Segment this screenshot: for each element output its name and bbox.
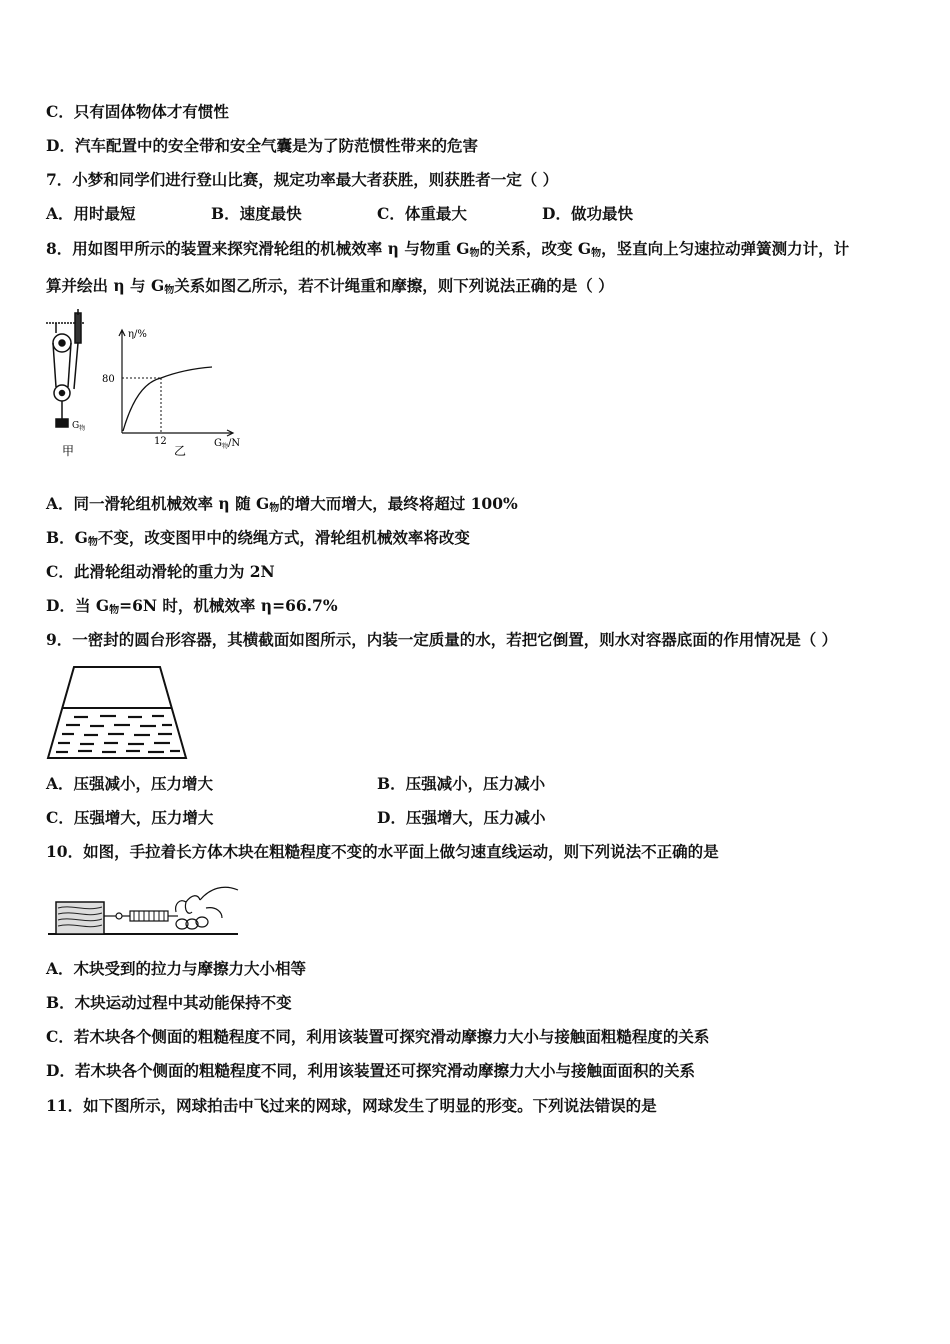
- subscript: 物: [87, 537, 98, 548]
- water-hatching: [56, 716, 180, 752]
- tick-80: 80: [102, 374, 115, 385]
- q8-stem-text: 关系如图乙所示，若不计绳重和摩擦，则下列说法正确的是（ ）: [174, 276, 614, 295]
- q10-option-b: B．木块运动过程中其动能保持不变: [46, 993, 292, 1012]
- q8-stem-text: 8．用如图甲所示的装置来探究滑轮组的机械效率 η 与物重 G: [46, 239, 470, 258]
- q8-option-a-text: A．同一滑轮组机械效率 η 随 G: [46, 494, 270, 513]
- q8-stem-text: 的关系，改变 G: [479, 239, 592, 258]
- weight-block: [56, 419, 68, 427]
- q7-option-d: D．做功最快: [542, 204, 633, 223]
- scale-ticks: [134, 911, 164, 921]
- subscript: 物: [469, 248, 480, 259]
- q8-option-d: [46, 596, 338, 621]
- q9-stem: 9．一密封的圆台形容器，其横截面如图所示，内装一定质量的水，若把它倒置，则水对容器底面的作用情况是（ ）: [46, 630, 838, 649]
- q8-option-d-text: D．当 G: [46, 596, 110, 615]
- q9-option-a: A．压强减小，压力增大: [46, 774, 214, 793]
- q10-stem: 10．如图，手拉着长方体木块在粗糙程度不变的水平面上做匀速直线运动，则下列说法不正确的是: [46, 842, 719, 861]
- q7-option-b: B．速度最快: [211, 204, 302, 223]
- q7-option-a: A．用时最短: [46, 204, 136, 223]
- block-pull-figure: [46, 872, 242, 938]
- q8-figure: [44, 305, 250, 461]
- q10-option-a: A．木块受到的拉力与摩擦力大小相等: [46, 959, 307, 978]
- q11-stem: 11．如下图所示，网球拍击中飞过来的网球，网球发生了明显的形变。下列说法错误的是: [46, 1096, 657, 1115]
- label-jia: 甲: [62, 444, 75, 458]
- q6-option-d: D．汽车配置中的安全带和安全气囊是为了防范惯性带来的危害: [46, 136, 478, 155]
- container-outline: [48, 667, 186, 758]
- label-yi: 乙: [174, 444, 187, 458]
- subscript: 物: [164, 285, 175, 296]
- efficiency-curve: [123, 367, 212, 431]
- weight-label: $G_物$: [72, 421, 86, 432]
- q8-option-a: [46, 494, 518, 519]
- spring-scale-icon: [75, 313, 81, 343]
- subscript: 物: [109, 605, 120, 616]
- y-axis-label: η/%: [128, 329, 147, 340]
- q9-option-b: B．压强减小，压力减小: [377, 774, 546, 793]
- subscript: 物: [269, 503, 280, 514]
- x-axis-label: $G_物/N$: [214, 438, 241, 450]
- q9-option-d: D．压强增大，压力减小: [377, 808, 546, 827]
- q9-option-c: C．压强增大，压力增大: [46, 808, 214, 827]
- tick-12: 12: [154, 436, 167, 447]
- q7-option-c: C．体重最大: [377, 204, 467, 223]
- q10-option-c: C．若木块各个侧面的粗糙程度不同，利用该装置可探究滑动摩擦力大小与接触面粗糙程度的关系: [46, 1027, 710, 1046]
- subscript: 物: [591, 248, 602, 259]
- q6-option-c: C．只有固体物体才有惯性: [46, 102, 229, 121]
- q8-option-b-text: 不变，改变图甲中的绕绳方式，滑轮组机械效率将改变: [97, 528, 470, 547]
- q8-option-b-text: B．G: [46, 528, 88, 547]
- q8-option-a-text: 的增大而增大，最终将超过 100%: [279, 494, 518, 513]
- q7-stem: 7．小梦和同学们进行登山比赛，规定功率最大者获胜，则获胜者一定（ ）: [46, 170, 559, 189]
- hand-icon: [176, 887, 238, 929]
- q8-option-d-text: =6N 时，机械效率 η=66.7%: [119, 596, 338, 615]
- q8-stem-text: ，竖直向上匀速拉动弹簧测力计，计: [601, 239, 850, 258]
- q8-option-b: [46, 528, 470, 553]
- q8-stem-line1: [46, 239, 849, 264]
- frustum-container-figure: [44, 664, 190, 762]
- q8-stem-text: 算并绘出 η 与 G: [46, 276, 165, 295]
- q8-option-c: C．此滑轮组动滑轮的重力为 2N: [46, 562, 275, 581]
- q8-stem-line2: [46, 276, 614, 301]
- pulley-apparatus: [46, 309, 84, 427]
- efficiency-graph: [102, 329, 240, 458]
- q10-option-d: D．若木块各个侧面的粗糙程度不同，利用该装置还可探究滑动摩擦力大小与接触面面积的关系: [46, 1061, 695, 1080]
